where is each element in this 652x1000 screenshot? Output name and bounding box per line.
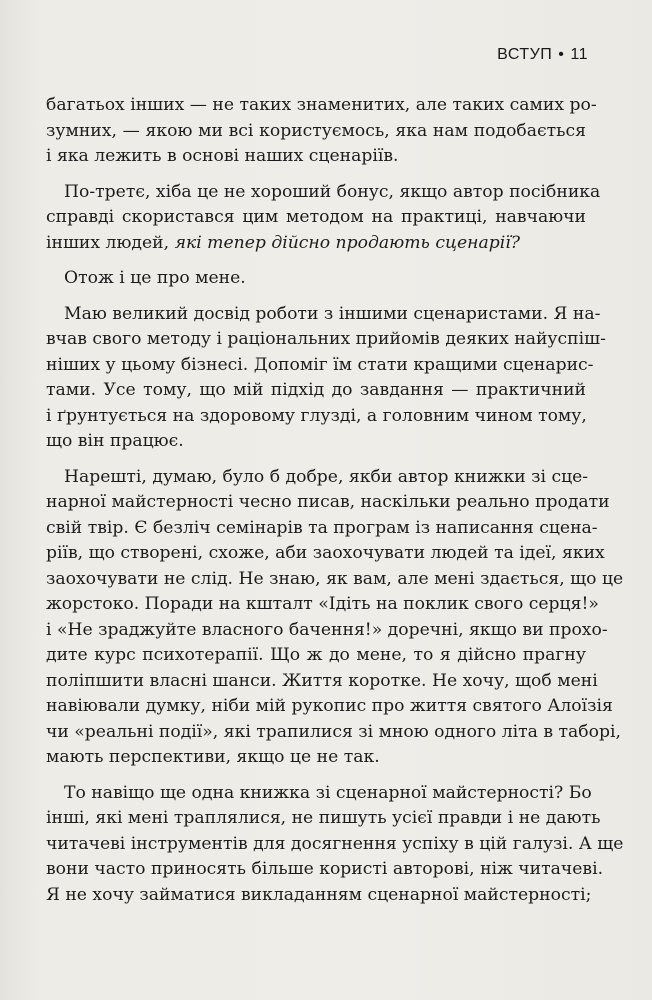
text-line: навіювали думку, ніби мій рукопис про життя святого Алоїзія: [46, 696, 613, 716]
text-line: дите курс психотерапії. Що ж до мене, то я дійсно прагну: [46, 645, 586, 665]
paragraph-5: [46, 465, 624, 771]
paragraph-2: [46, 180, 601, 257]
text-line: Нарешті, думаю, було б добре, якби автор книжки зі сце-: [64, 466, 589, 487]
text-line: зумних, — якою ми всі користуємось, яка нам подобається: [46, 120, 586, 141]
text-line: свій твір. Є безліч семінарів та програм із написання сцена-: [46, 517, 598, 538]
text-line: читачеві інструментів для досягнення успіху в цій галузі. А ще: [46, 833, 624, 854]
running-head: [497, 46, 588, 64]
italic-emphasis: які тепер дійсно продають сценарії?: [174, 232, 520, 253]
text-line: чи «реальні події», які трапилися зі мною одного літа в таборі,: [46, 721, 621, 742]
text-line: поліпшити власні шанси. Життя коротке. Не хочу, щоб мені: [46, 670, 598, 691]
text-line: вчав свого методу і раціональних прийомів деяких найуспіш-: [46, 329, 606, 349]
paragraph-4: [46, 302, 606, 455]
text-line: багатьох інших — не таких знаменитих, але таких самих ро-: [46, 95, 597, 115]
plain-text: інших людей,: [46, 232, 175, 253]
text-line: і яка лежить в основі наших сценаріїв.: [46, 146, 399, 166]
text-line: і ґрунтується на здоровому глузді, а головним чином тому,: [46, 405, 587, 426]
header-separator: •: [558, 46, 565, 63]
text-line: То навіщо ще одна книжка зі сценарної майстерності? Бо: [64, 782, 592, 803]
text-line: По-третє, хіба це не хороший бонус, якщо автор посібника: [64, 181, 601, 202]
text-line: тами. Усе тому, що мій підхід до завдання — практичний: [46, 380, 586, 400]
section-title: ВСТУП: [497, 46, 553, 63]
text-line: ріїв, що створені, схоже, аби заохочувати людей та ідеї, яких: [46, 543, 605, 563]
text-line: інші, які мені траплялися, не пишуть усієї правди і не дають: [46, 808, 601, 828]
text-line: Я не хочу займатися викладанням сценарної майстерності;: [46, 884, 592, 905]
text-line: і «Не зраджуйте власного бачення!» доречні, якщо ви прохо-: [46, 619, 608, 640]
paragraph-6: [46, 781, 624, 909]
text-line: мають перспективи, якщо це не так.: [46, 747, 380, 767]
text-line: ніших у цьому бізнесі. Допоміг їм стати кращими сценарис-: [46, 354, 594, 375]
text-line: що він працює.: [46, 431, 184, 451]
text-line: заохочувати не слід. Не знаю, як вам, але мені здається, що це: [46, 568, 624, 589]
text-line: Маю великий досвід роботи з іншими сценаристами. Я на-: [64, 303, 601, 324]
paragraph-3: [46, 266, 586, 292]
paragraph-1: [46, 93, 597, 170]
text-line: нарної майстерності чесно писав, наскільки реально продати: [46, 492, 610, 512]
page-number: 11: [570, 46, 588, 63]
text-line: жорстоко. Поради на кшталт «Ідіть на поклик свого серця!»: [46, 594, 599, 614]
text-line: Отож і це про мене.: [64, 268, 246, 288]
text-line: вони часто приносять більше користі авторові, ніж читачеві.: [46, 859, 604, 879]
text-line-mixed: [46, 231, 586, 257]
text-line: справді скористався цим методом на практиці, навчаючи: [46, 207, 586, 227]
body-text: [46, 93, 624, 918]
